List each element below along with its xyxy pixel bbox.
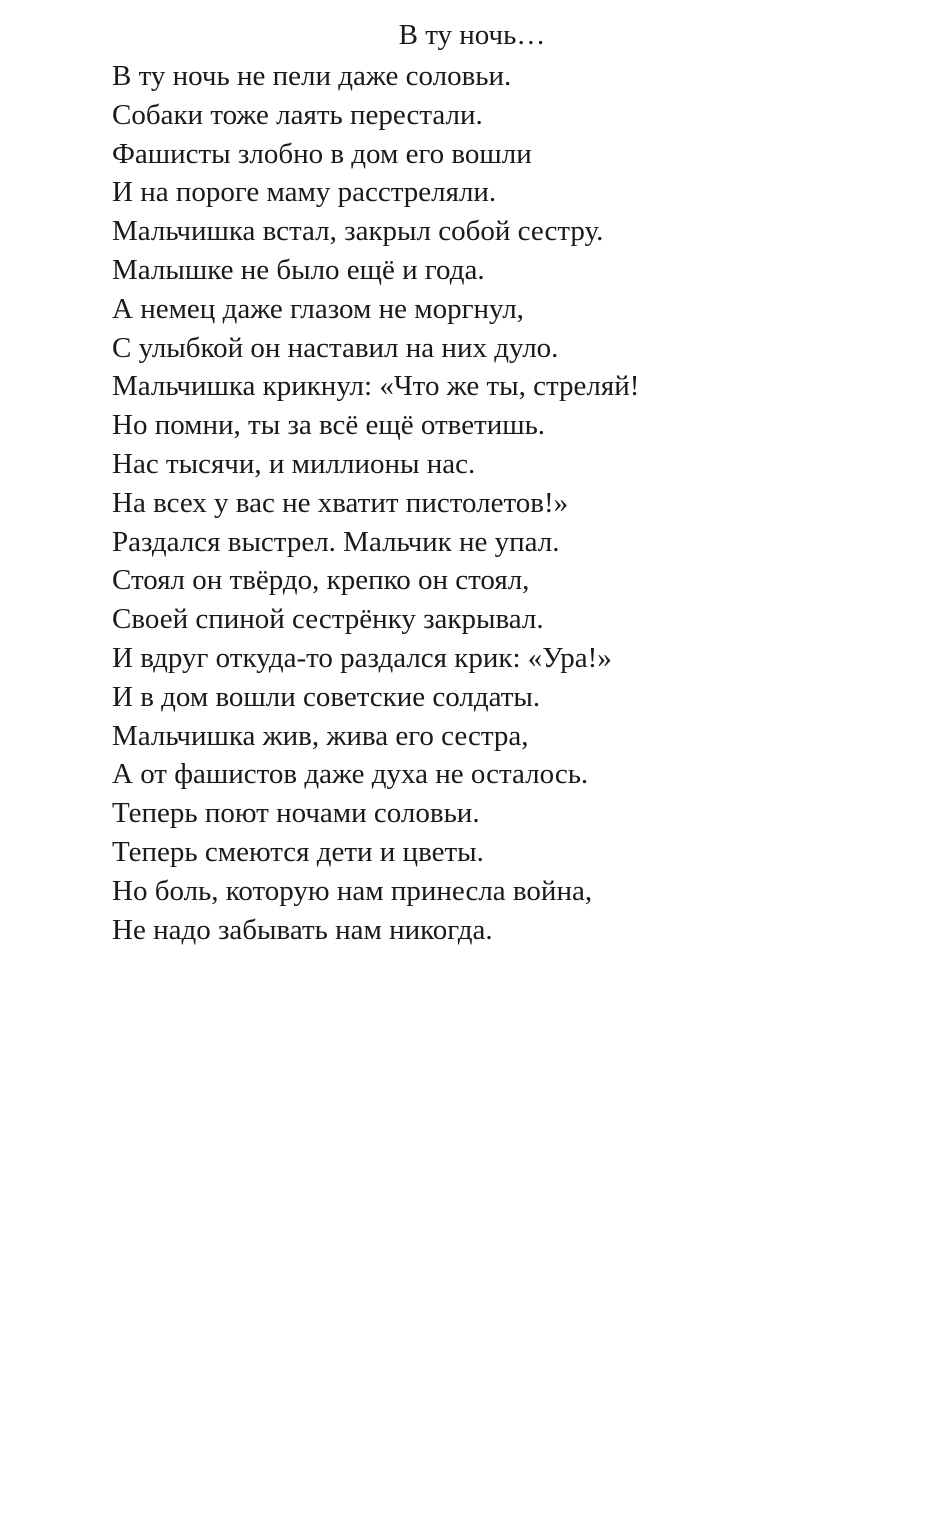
poem-line: Но боль, которую нам принесла война,: [112, 874, 593, 907]
poem-line: Мальчишка встал, закрыл собой сестру.: [112, 215, 604, 248]
poem-line: Раздался выстрел. Мальчик не упал.: [112, 525, 560, 558]
poem-line: А немец даже глазом не моргнул,: [112, 292, 524, 325]
poem-line: И вдруг откуда-то раздался крик: «Ура!»: [112, 641, 612, 674]
poem-line: Своей спиной сестрёнку закрывал.: [112, 603, 544, 636]
poem-line: Теперь поют ночами соловьи.: [112, 797, 480, 830]
poem-line: А от фашистов даже духа не осталось.: [112, 758, 589, 791]
poem-line: Стоял он твёрдо, крепко он стоял,: [112, 564, 530, 597]
poem-title: В ту ночь…: [398, 19, 546, 51]
poem-line: И на пороге маму расстреляли.: [112, 176, 497, 209]
poem-line: Не надо забывать нам никогда.: [112, 913, 493, 946]
poem-line: Нас тысячи, и миллионы нас.: [112, 447, 476, 480]
poem-line: Малышке не было ещё и года.: [112, 253, 485, 286]
poem-line: Мальчишка крикнул: «Что же ты, стреляй!: [112, 370, 640, 403]
poem-line: В ту ночь не пели даже соловьи.: [112, 60, 512, 92]
poem-line: Фашисты злобно в дом его вошли: [112, 137, 532, 170]
poem-line: С улыбкой он наставил на них дуло.: [112, 331, 559, 364]
poem-line: И в дом вошли советские солдаты.: [112, 680, 541, 713]
poem-line: На всех у вас не хватит пистолетов!»: [112, 486, 569, 519]
poem-line: Теперь смеются дети и цветы.: [112, 835, 484, 868]
poem-line: Собаки тоже лаять перестали.: [112, 98, 483, 131]
poem-line: Мальчишка жив, жива его сестра,: [112, 719, 529, 752]
poem-line: Но помни, ты за всё ещё ответишь.: [112, 409, 546, 442]
poem-body: [112, 57, 912, 949]
